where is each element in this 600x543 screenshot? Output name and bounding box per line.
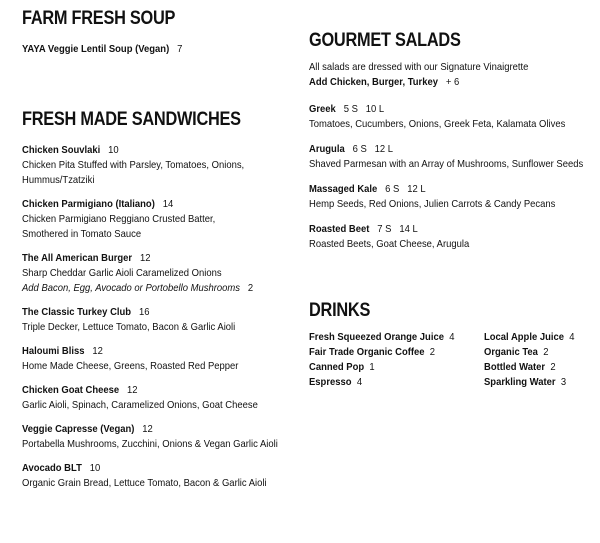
menu-item [22, 251, 302, 296]
drink-name: Organic Tea [484, 346, 538, 358]
menu-item [22, 42, 302, 57]
drink-price: 4 [569, 331, 575, 343]
menu-item [22, 422, 302, 452]
drink-price: 2 [550, 361, 556, 373]
drinks-left-column [309, 330, 484, 390]
item-name: Arugula [309, 143, 345, 155]
drink-name: Canned Pop [309, 361, 365, 373]
item-description: Chicken Pita Stuffed with Parsley, Tomatoes, Onions, Hummus/Tzatziki [22, 159, 245, 186]
item-price: 14 [162, 198, 174, 210]
item-name: Massaged Kale [309, 183, 378, 195]
item-price: 7 [177, 43, 183, 55]
item-description: Sharp Cheddar Garlic Aioli Caramelized Onions [22, 267, 222, 279]
menu-item [22, 143, 302, 188]
item-price: 10 [108, 144, 119, 156]
menu-item [22, 344, 302, 374]
menu-item [22, 461, 302, 491]
item-description: Tomatoes, Cucumbers, Onions, Greek Feta, Kalamata Olives [309, 118, 566, 130]
item-name: Haloumi Bliss [22, 345, 85, 357]
drinks-right-column [484, 330, 594, 390]
menu-item [22, 383, 302, 413]
item-price: 10 [89, 462, 101, 474]
drink-price: 2 [429, 346, 436, 358]
item-price: 12 [142, 423, 153, 435]
salads-intro: All salads are dressed with our Signature Vinaigrette [309, 61, 529, 73]
item-description: Triple Decker, Lettuce Tomato, Bacon & Garlic Aioli [22, 321, 236, 333]
item-name: Chicken Parmigiano (Italiano) [22, 198, 155, 210]
salads-addon-price: + 6 [445, 76, 460, 88]
item-price: 6 S 12 L [385, 183, 426, 195]
item-description: Chicken Parmigiano Reggiano Crusted Batter, Smothered in Tomato Sauce [22, 213, 216, 240]
drink-price: 1 [369, 361, 375, 373]
salads-section-title: GOURMET SALADS [309, 30, 461, 51]
item-price: 16 [138, 306, 150, 318]
menu-item [309, 182, 594, 212]
item-name: Roasted Beet [309, 223, 370, 235]
item-description: Roasted Beets, Goat Cheese, Arugula [309, 238, 470, 250]
item-price: 12 [127, 384, 138, 396]
menu-item [309, 222, 594, 252]
soup-section-title: FARM FRESH SOUP [22, 8, 176, 29]
item-description: Home Made Cheese, Greens, Roasted Red Pepper [22, 360, 239, 372]
menu-item [309, 142, 594, 172]
drink-price: 2 [543, 346, 549, 358]
item-price: 12 [139, 252, 151, 264]
menu-item [22, 197, 302, 242]
sandwiches-section-title: FRESH MADE SANDWICHES [22, 109, 241, 130]
item-name: Greek [309, 103, 336, 115]
drink-price: 4 [356, 376, 363, 388]
drink-name: Bottled Water [484, 361, 546, 373]
item-price: 7 S 14 L [377, 223, 418, 235]
menu-item [309, 102, 594, 132]
menu-item [22, 305, 302, 335]
drink-price: 4 [449, 331, 455, 343]
drink-name: Espresso [309, 376, 352, 388]
item-name: The Classic Turkey Club [22, 306, 132, 318]
item-price: 5 S 10 L [343, 103, 385, 115]
drink-name: Fresh Squeezed Orange Juice [309, 331, 444, 343]
drinks-list [309, 330, 594, 390]
item-price: 12 [92, 345, 103, 357]
salads-addon: Add Chicken, Burger, Turkey [309, 76, 439, 88]
item-name: YAYA Veggie Lentil Soup (Vegan) [22, 43, 170, 55]
item-name: Chicken Goat Cheese [22, 384, 120, 396]
drink-price: 3 [560, 376, 567, 388]
item-name: Chicken Souvlaki [22, 144, 101, 156]
item-name: The All American Burger [22, 252, 133, 264]
drink-name: Sparkling Water [484, 376, 556, 388]
drinks-section-title: DRINKS [309, 300, 371, 321]
item-description: Portabella Mushrooms, Zucchini, Onions & Vegan Garlic Aioli [22, 438, 278, 450]
item-description: Garlic Aioli, Spinach, Caramelized Onions, Goat Cheese [22, 399, 258, 411]
item-description: Hemp Seeds, Red Onions, Julien Carrots & Candy Pecans [309, 198, 556, 210]
item-addon: Add Bacon, Egg, Avocado or Portobello Mushrooms [22, 282, 241, 294]
drink-name: Local Apple Juice [484, 331, 565, 343]
item-name: Avocado BLT [22, 462, 82, 474]
item-description: Shaved Parmesan with an Array of Mushrooms, Sunflower Seeds [309, 158, 584, 170]
item-name: Veggie Capresse (Vegan) [22, 423, 135, 435]
left-column [22, 8, 302, 491]
right-column [309, 30, 594, 390]
item-price: 6 S 12 L [352, 143, 394, 155]
item-description: Organic Grain Bread, Lettuce Tomato, Bacon & Garlic Aioli [22, 477, 267, 489]
item-addon-price: 2 [247, 282, 254, 294]
drink-name: Fair Trade Organic Coffee [309, 346, 425, 358]
